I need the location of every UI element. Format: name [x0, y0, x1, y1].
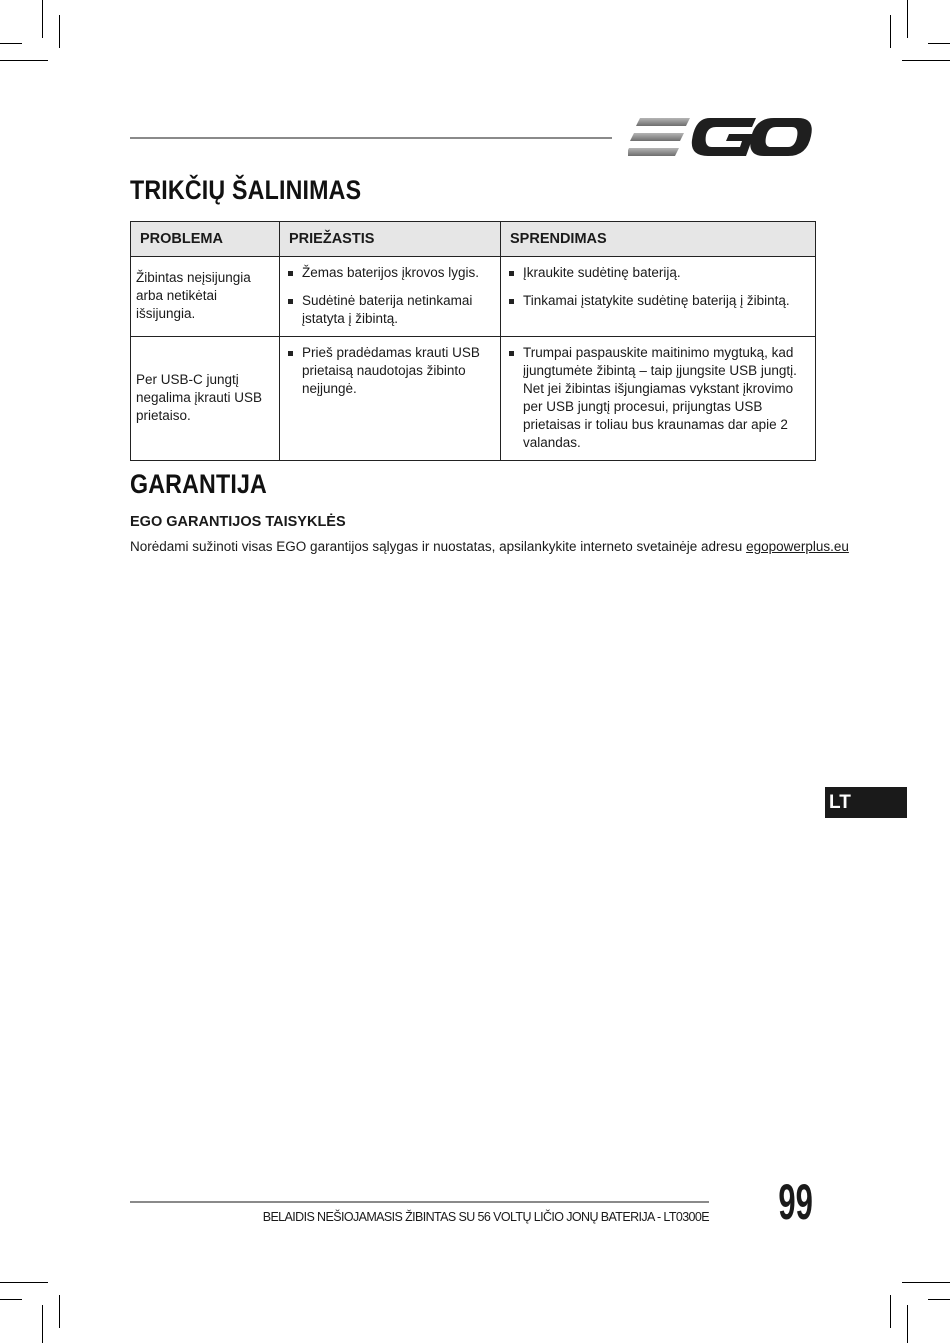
column-header-solution: SPRENDIMAS: [501, 222, 816, 257]
list-item: Sudėtinė baterija netinkamai įstatyta į žibintą.: [285, 292, 495, 328]
problem-cell: Žibintas neįsijungia arba netikėtai išsijungia.: [131, 257, 280, 337]
ego-logo: [628, 116, 812, 158]
table-row: [131, 257, 816, 337]
table-row: [131, 337, 816, 461]
warranty-link[interactable]: egopowerplus.eu: [746, 539, 849, 554]
troubleshooting-table: [130, 221, 816, 461]
list-item: Prieš pradėdamas krauti USB prietaisą naudotojas žibinto neįjungė.: [285, 344, 495, 398]
warranty-text: Norėdami sužinoti visas EGO garantijos sąlygas ir nuostatas, apsilankykite interneto svetainėje adresu: [130, 539, 747, 554]
list-item: Tinkamai įstatykite sudėtinę bateriją į žibintą.: [506, 292, 810, 310]
footer-rule: [130, 1201, 709, 1203]
problem-cell: Per USB-C jungtį negalima įkrauti USB prietaiso.: [131, 337, 280, 461]
footer-product-title: BELAIDIS NEŠIOJAMASIS ŽIBINTAS SU 56 VOLTŲ LIČIO JONŲ BATERIJA - LT0300E: [262, 1210, 709, 1224]
header-rule: [130, 137, 612, 139]
table-header-row: [131, 222, 816, 257]
cause-cell: [280, 337, 501, 461]
column-header-cause: PRIEŽASTIS: [280, 222, 501, 257]
solution-cell: [501, 337, 816, 461]
warranty-paragraph: [130, 539, 849, 554]
list-item: Žemas baterijos įkrovos lygis.: [285, 264, 495, 282]
list-item: Trumpai paspauskite maitinimo mygtuką, kad įjungtumėte žibintą – taip įjungsite USB jungtį. Net jei žibintas išjungiamas vykstant įkrovimo per USB jungtį procesui, prijungtas USB prietaisas ir toliau bus kraunamas dar apie 2 valandas.: [506, 344, 810, 452]
page-number: 99: [778, 1174, 813, 1230]
cause-cell: [280, 257, 501, 337]
list-item: Įkraukite sudėtinę bateriją.: [506, 264, 810, 282]
solution-cell: [501, 257, 816, 337]
troubleshooting-title: TRIKČIŲ ŠALINIMAS: [130, 175, 362, 205]
language-tab: LT: [825, 787, 907, 818]
column-header-problem: PROBLEMA: [131, 222, 280, 257]
warranty-subtitle: EGO GARANTIJOS TAISYKLĖS: [130, 514, 346, 530]
warranty-title: GARANTIJA: [130, 469, 268, 499]
